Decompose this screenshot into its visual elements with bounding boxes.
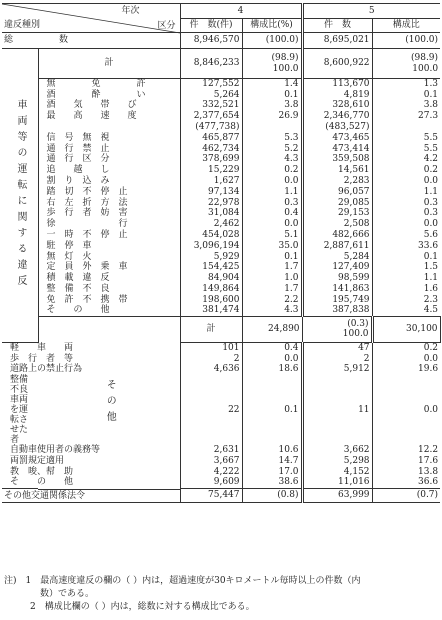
row-label: 右 左 折 方 法 <box>46 197 128 208</box>
count1: 5,929 <box>180 251 242 262</box>
vehicle-row <box>2 305 440 316</box>
year2-header: 5 <box>302 4 440 19</box>
ratio2: 36.6 <box>372 477 440 488</box>
count1: 4,636 <box>180 364 242 375</box>
year1-header: 4 <box>180 4 302 19</box>
vehicle-row <box>2 197 440 208</box>
ratio2: 27.3 <box>372 111 440 122</box>
ratio2: 0.0 <box>372 219 440 230</box>
vehicle-subtotal-label: 計 <box>104 58 114 69</box>
vehicle-row <box>2 143 440 154</box>
ratio1: 0.4 <box>242 342 302 353</box>
count1-header: 件 数(件) <box>180 19 242 33</box>
vehicle-row <box>2 273 440 284</box>
count2: (483,527) <box>302 122 372 133</box>
ratio1: 0.3 <box>242 197 302 208</box>
count2: 2,283 <box>302 176 372 187</box>
count2: 141,863 <box>302 284 372 295</box>
count2: 113,670 <box>302 79 372 90</box>
row-label: 両罰規定適用 <box>10 455 65 466</box>
ratio2: 0.0 <box>372 176 440 187</box>
count1: 9,609 <box>180 477 242 488</box>
count1: 378,699 <box>180 154 242 165</box>
other-subtotal-count1: 24,890 <box>242 316 302 342</box>
ratio1: 18.6 <box>242 364 302 375</box>
ratio1: 35.0 <box>242 241 302 252</box>
total-label: 総 数 <box>4 35 71 46</box>
row-label: 整備不良車両を運転させた者 <box>10 375 29 446</box>
count2: 4,819 <box>302 90 372 101</box>
count1: 31,084 <box>180 208 242 219</box>
count2: 127,409 <box>302 262 372 273</box>
other-row <box>2 342 440 353</box>
ratio2: 0.0 <box>372 353 440 364</box>
count1: 127,552 <box>180 79 242 90</box>
row-label: 無 免 許 <box>46 79 146 89</box>
count2: 482,666 <box>302 230 372 241</box>
row-label: 歩 行 者 等 <box>10 353 74 364</box>
vehicle-row <box>2 208 440 219</box>
ratio1: 1.7 <box>242 284 302 295</box>
other-row <box>2 353 440 364</box>
count2: 11,016 <box>302 477 372 488</box>
ratio-within: 100.0 <box>412 63 439 74</box>
ratio1: 5.3 <box>242 133 302 144</box>
ratio-within: 100.0 <box>342 329 369 340</box>
vehicle-row <box>2 111 440 122</box>
ratio2: 0.2 <box>372 165 440 176</box>
count2: 5,912 <box>302 364 372 375</box>
vehicle-row <box>2 295 440 306</box>
total-count2: 8,695,021 <box>302 33 372 49</box>
count2: 29,085 <box>302 197 372 208</box>
ratio1 <box>242 122 302 133</box>
row-label <box>38 122 180 133</box>
row-label: 追 越 し <box>46 165 110 176</box>
ratio1: 1.7 <box>242 262 302 273</box>
total-count1: 8,946,570 <box>180 33 242 49</box>
vehicle-row <box>2 100 440 111</box>
count1: 2 <box>180 353 242 364</box>
ratio2: 1.6 <box>372 284 440 295</box>
vehicle-row <box>2 133 440 144</box>
row-label: 踏 切 不 停 止 <box>46 186 128 197</box>
other-subtotal-ratio1 <box>302 316 372 342</box>
violations-table <box>2 3 440 503</box>
count1: 454,028 <box>180 230 242 241</box>
vehicle-row <box>2 154 440 165</box>
vehicle-row <box>2 230 440 241</box>
ratio1: 14.7 <box>242 456 302 467</box>
row-label: そ の 他 <box>46 305 110 316</box>
ratio1: 4.3 <box>242 305 302 316</box>
ratio2: 1.1 <box>372 187 440 198</box>
count1: 381,474 <box>180 305 242 316</box>
year-label: 年次 <box>121 6 140 16</box>
count2: 3,662 <box>302 445 372 456</box>
ratio2: 0.1 <box>372 90 440 101</box>
row-label: 通 行 区 分 <box>46 154 110 165</box>
ratio1: 17.0 <box>242 467 302 478</box>
row-label: 酒 気 帯 び <box>46 100 137 111</box>
row-label: 歩 行 者 妨 害 <box>46 208 128 219</box>
vehicle-row <box>2 165 440 176</box>
ratio1: 2.2 <box>242 295 302 306</box>
row-label: 最 高 速 度 <box>46 111 137 122</box>
ratio2: 3.8 <box>372 100 440 111</box>
row-label: 自動車使用者の義務等 <box>10 445 101 456</box>
ratio1: 1.0 <box>242 273 302 284</box>
other-row <box>2 467 440 478</box>
row-label: 徐 行 <box>46 219 128 230</box>
count1: 15,229 <box>180 165 242 176</box>
ratio2: 17.6 <box>372 456 440 467</box>
count2: 2,346,770 <box>302 111 372 122</box>
ratio2: 5.6 <box>372 230 440 241</box>
row-label: 教 唆、幇 助 <box>10 466 74 477</box>
count2: 29,153 <box>302 208 372 219</box>
ratio1: 0.0 <box>242 219 302 230</box>
ratio1-header: 構成比(%) <box>242 19 302 33</box>
other-subtotal-row <box>2 316 440 342</box>
count1: 462,734 <box>180 143 242 154</box>
header-diagonal-cell <box>2 19 180 33</box>
row-label: 道路上の禁止行為 <box>10 364 83 375</box>
row-label: 整 備 不 良 <box>46 283 110 294</box>
other-laws-ratio2: (0.7) <box>372 489 440 502</box>
other-row <box>2 445 440 456</box>
row-label: 免 許 不 携 帯 <box>46 294 128 305</box>
ratio2: 0.3 <box>372 208 440 219</box>
other-laws-row <box>2 489 440 502</box>
ratio2-header: 構成比 <box>372 19 440 33</box>
count1: 198,600 <box>180 295 242 306</box>
other-group-label: その他 <box>38 316 180 489</box>
other-subtotal-count2: 30,100 <box>372 316 440 342</box>
note-1-cont: 数）である。 <box>40 589 95 599</box>
count1: 4,222 <box>180 467 242 478</box>
count2-header: 件 数 <box>302 19 372 33</box>
row-label: 通 行 禁 止 <box>46 143 110 154</box>
count1: 22 <box>180 375 242 445</box>
vehicle-subtotal-row <box>2 49 440 79</box>
row-label: 軽 車 両 <box>10 342 74 353</box>
count1: 2,377,654 <box>180 111 242 122</box>
row-label: 割 り 込 み <box>46 176 110 187</box>
ratio1: 1.1 <box>242 187 302 198</box>
category-label: 区分 <box>157 20 176 31</box>
vehicle-row <box>2 187 440 198</box>
ratio-overall: (98.9) <box>271 53 299 63</box>
count2: 328,610 <box>302 100 372 111</box>
ratio-overall: (98.9) <box>410 53 439 63</box>
ratio2: 4.5 <box>372 305 440 316</box>
count2: 2,508 <box>302 219 372 230</box>
count2: 473,465 <box>302 133 372 144</box>
other-row <box>2 364 440 375</box>
other-laws-ratio1: (0.8) <box>242 489 302 502</box>
count2: 11 <box>302 375 372 445</box>
count2: 2 <box>302 353 372 364</box>
ratio1: 1.4 <box>242 79 302 90</box>
count2: 473,414 <box>302 143 372 154</box>
count1: 2,631 <box>180 445 242 456</box>
ratio1: 3.8 <box>242 100 302 111</box>
ratio2 <box>372 122 440 133</box>
vehicle-subtotal-ratio1 <box>242 49 302 79</box>
vehicle-row <box>2 79 440 90</box>
ratio1: 0.1 <box>242 251 302 262</box>
vehicle-row <box>2 251 440 262</box>
other-row <box>2 477 440 488</box>
count2: 14,561 <box>302 165 372 176</box>
count1: 97,134 <box>180 187 242 198</box>
total-ratio2: (100.0) <box>372 33 440 49</box>
ratio2: 0.1 <box>372 251 440 262</box>
ratio2: 1.3 <box>372 79 440 90</box>
count1: 22,978 <box>180 197 242 208</box>
ratio2: 33.6 <box>372 241 440 252</box>
note-2: 2 構成比欄の（ ）内は，総数に対する構成比である。 <box>30 602 255 612</box>
ratio1: 0.0 <box>242 353 302 364</box>
violation-type-label: 違反種別 <box>4 20 41 30</box>
ratio1: 0.4 <box>242 208 302 219</box>
count2: 5,284 <box>302 251 372 262</box>
total-row <box>2 33 440 49</box>
ratio1: 5.2 <box>242 143 302 154</box>
row-label: 駐 停 車 <box>46 240 92 251</box>
count2: 2,887,611 <box>302 241 372 252</box>
count2: 96,057 <box>302 187 372 198</box>
row-label: そ の 他 <box>10 477 74 488</box>
ratio2: 1.5 <box>372 262 440 273</box>
note-1: 注) 1 最高速度違反の欄の（ ）内は，超過速度が30キロメートル毎時以上の件数（内 <box>4 576 361 586</box>
vehicle-row <box>2 90 440 101</box>
count1: 465,877 <box>180 133 242 144</box>
total-ratio1: (100.0) <box>242 33 302 49</box>
ratio2: 0.3 <box>372 197 440 208</box>
count2: 387,838 <box>302 305 372 316</box>
vehicle-group-label: 車両等の運転に関する違反 <box>2 49 38 343</box>
vehicle-row <box>2 219 440 230</box>
ratio2: 0.2 <box>372 342 440 353</box>
ratio2: 2.3 <box>372 295 440 306</box>
vehicle-row <box>2 262 440 273</box>
ratio-overall: (0.3) <box>347 318 369 329</box>
ratio1: 0.0 <box>242 176 302 187</box>
other-laws-count1: 75,447 <box>180 489 242 502</box>
ratio1: 0.1 <box>242 375 302 445</box>
other-laws-count2: 63,999 <box>302 489 372 502</box>
ratio2: 5.5 <box>372 143 440 154</box>
count1: 5,264 <box>180 90 242 101</box>
ratio2: 0.0 <box>372 375 440 445</box>
notes <box>4 575 438 614</box>
vehicle-subtotal-count2: 8,600,922 <box>302 49 372 79</box>
other-subtotal-label: 計 <box>206 324 216 335</box>
ratio1: 38.6 <box>242 477 302 488</box>
other-laws-label: その他交通関係法令 <box>4 490 86 501</box>
ratio2: 4.2 <box>372 154 440 165</box>
row-label: 定 員 外 乗 車 <box>46 262 128 273</box>
vehicle-subtotal-ratio2 <box>372 49 440 79</box>
count1: 332,521 <box>180 100 242 111</box>
ratio1: 26.9 <box>242 111 302 122</box>
row-label: 酒 酔 い <box>46 89 146 100</box>
count1: 3,667 <box>180 456 242 467</box>
count1: 84,904 <box>180 273 242 284</box>
count1: 1,627 <box>180 176 242 187</box>
count2: 47 <box>302 342 372 353</box>
count1: 154,425 <box>180 262 242 273</box>
count1: 101 <box>180 342 242 353</box>
vehicle-row <box>2 122 440 133</box>
row-label: 一 時 不 停 止 <box>46 230 128 240</box>
vehicle-subtotal-count1: 8,846,233 <box>180 49 242 79</box>
ratio1: 10.6 <box>242 445 302 456</box>
row-label: 無 灯 火 <box>46 251 92 262</box>
ratio1: 0.2 <box>242 165 302 176</box>
vehicle-row <box>2 241 440 252</box>
count1: 2,462 <box>180 219 242 230</box>
ratio2: 5.5 <box>372 133 440 144</box>
ratio1: 0.1 <box>242 90 302 101</box>
vehicle-row <box>2 284 440 295</box>
row-label: 積 載 違 反 <box>46 273 110 284</box>
count2: 5,298 <box>302 456 372 467</box>
ratio-within: 100.0 <box>272 63 299 74</box>
vehicle-row <box>2 176 440 187</box>
ratio2: 19.6 <box>372 364 440 375</box>
count1: 149,864 <box>180 284 242 295</box>
row-label: 信 号 無 視 <box>46 132 110 143</box>
ratio2: 13.8 <box>372 467 440 478</box>
count1: (477,738) <box>180 122 242 133</box>
count2: 195,749 <box>302 295 372 306</box>
count1: 3,096,194 <box>180 241 242 252</box>
count2: 4,152 <box>302 467 372 478</box>
ratio2: 1.1 <box>372 273 440 284</box>
count2: 359,508 <box>302 154 372 165</box>
ratio1: 5.1 <box>242 230 302 241</box>
count2: 98,599 <box>302 273 372 284</box>
ratio1: 4.3 <box>242 154 302 165</box>
ratio2: 12.2 <box>372 445 440 456</box>
